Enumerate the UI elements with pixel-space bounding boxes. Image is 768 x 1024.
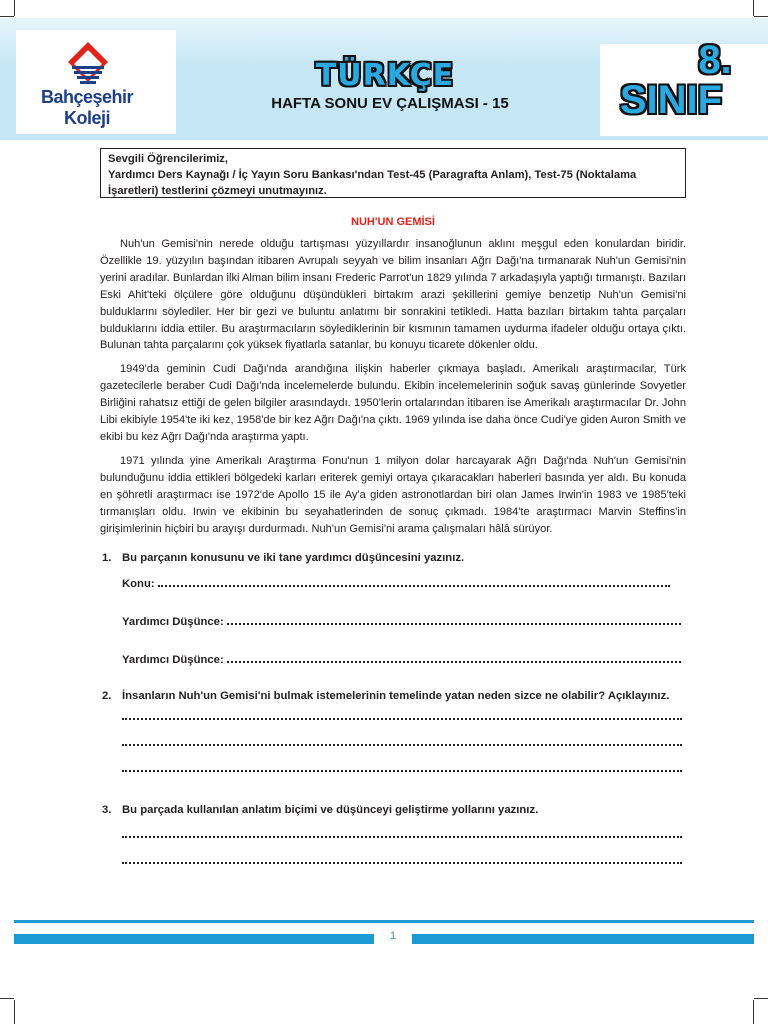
crop-mark-top-left xyxy=(14,0,15,16)
question-number: 3. xyxy=(102,804,112,816)
crop-mark-top-right xyxy=(753,0,754,16)
story-passage xyxy=(100,236,686,544)
story-title: NUH'UN GEMİSİ xyxy=(351,216,435,228)
logo-name-line2: Koleji xyxy=(63,108,110,128)
subject-title: TÜRKÇE xyxy=(315,58,455,93)
question-text: İnsanların Nuh'un Gemisi'ni bulmak istemelerinin temelinde yatan neden sizce ne olabilir? Açıklayınız. xyxy=(122,690,670,702)
question-number: 1. xyxy=(102,552,112,564)
answer-line[interactable] xyxy=(122,744,682,746)
notice-box xyxy=(100,148,686,198)
answer-line[interactable] xyxy=(122,718,682,720)
answer-line[interactable] xyxy=(122,770,682,772)
answer-line[interactable] xyxy=(122,836,682,838)
footer-bar-right xyxy=(412,934,754,944)
school-logo-icon xyxy=(60,40,116,86)
footer-bar-left xyxy=(14,934,374,944)
crop-mark-bottom-left xyxy=(14,1000,15,1024)
crop-mark-bottom-right xyxy=(753,1000,754,1024)
grade-label: SINIF xyxy=(619,78,723,122)
answer-dotted-line xyxy=(158,585,670,587)
story-paragraph: Nuh'un Gemisi'nin nerede olduğu tartışması yüzyıllardır insanoğlunun aklını meşgul eden konulardan biridir. Özellikle 19. yüzyılın başından itibaren Avrupalı seyyah ve bilim insanları Ağrı Dağı'na tırmanarak Nuh'un Gemisi'nin yerini aradılar. Bunlardan ilki Alman bilim insanı Frederic Parrot'un 1829 yılında 7 arkadaşıyla yaptığı tırmanıştı. Bazıları Eski Ahit'teki ölçülere göre olduğunu düşündükleri birtakım arazi şekillerini gemiye benzetip Nuh'un Gemisi'ni bulduklarını söylediler. Her bir gezi ve buluntu anlatımı bir sonrakini tetikledi. Hatta bazıları birtakım tahta parçaları bulduklarını iddia ettiler. Bu araştırmacıların söylediklerinin bir kısmının tamamen uydurma ifadeler olduğu ortaya çıktı. Bulunan tahta parçalarını çok yüksek fiyatlarla satanlar, bu konuyu ticarete dökenler oldu. xyxy=(100,238,686,352)
footer-rule xyxy=(14,920,754,923)
answer-field-supporting-idea-2[interactable] xyxy=(122,654,688,666)
notice-greeting: Sevgili Öğrencilerimiz, xyxy=(108,153,228,165)
answer-dotted-line xyxy=(227,623,681,625)
crop-mark-bottom-left-h xyxy=(0,998,14,999)
crop-mark-top-right-h xyxy=(754,16,768,17)
grade-number: 8. xyxy=(698,38,732,82)
field-label: Yardımcı Düşünce: xyxy=(122,654,224,666)
answer-line[interactable] xyxy=(122,862,682,864)
question-number: 2. xyxy=(102,690,112,702)
answer-field-supporting-idea-1[interactable] xyxy=(122,616,688,628)
notice-body: Yardımcı Ders Kaynağı / İç Yayın Soru Bankası'ndan Test-45 (Paragrafta Anlam), Test-75 (Noktalama İşaretleri) testlerini çözmeyi unutmayınız. xyxy=(108,169,637,197)
field-label: Yardımcı Düşünce: xyxy=(122,616,224,628)
question-text: Bu parçada kullanılan anlatım biçimi ve düşünceyi geliştirme yollarını yazınız. xyxy=(122,804,539,816)
field-label: Konu: xyxy=(122,578,155,590)
question-text: Bu parçanın konusunu ve iki tane yardımcı düşüncesini yazınız. xyxy=(122,552,465,564)
answer-dotted-line xyxy=(227,661,681,663)
crop-mark-top-left-h xyxy=(0,16,14,17)
page-number: 1 xyxy=(389,930,397,942)
story-paragraph: 1949'da geminin Cudi Dağı'nda arandığına ilişkin haberler çıkmaya başladı. Amerikalı araştırmacılar, Türk gazetecilerle beraber Cudi Dağı'nda incelemelerde bulundu. Ekibin incelemelerinin soğuk savaş günlerinde Sovyetler Birliğini rahatsız ettiği de gelen bilgiler arasındaydı. 1950'lerin ortalarından itibaren ise Amerikalı araştırmacılar Dr. John Libi ekibiyle 1954'te iki kez, 1958'de bir kez Ağrı Dağı'na çıktı. 1969 yılında ise daha önce Cudi'ye giden Auron Smith ve ekibi bu kez Ağrı Dağı'nda araştırma yaptı. xyxy=(100,363,686,443)
crop-mark-bottom-right-h xyxy=(754,998,768,999)
story-paragraph: 1971 yılında yine Amerikalı Araştırma Fonu'nun 1 milyon dolar harcayarak Ağrı Dağı'nda Nuh'un Gemisi'nin bulunduğunu iddia ettikleri bölgedeki karları eriterek gemiyi ortaya çıkaracakları haberleri basında yer aldı. Bu konuda en şöhretli araştırmacı ise 1972'de Apollo 15 ile Ay'a giden astronotlardan biri olan James Irwin'in 1983 ve 1985'teki tırmanışları oldu. Irwin ve ekibinin bu seyahatlerinden de sonuç çıkmadı. 1984'te araştırmacı Marvin Steffins'in girişimlerinin hiçbiri bu arayışı durdurmadı. Nuh'un Gemisi'ni arama çalışmaları hâlâ sürüyor. xyxy=(100,454,686,535)
logo-name-line1: Bahçeşehir xyxy=(40,87,134,107)
answer-field-topic[interactable] xyxy=(122,578,682,590)
worksheet-subtitle: HAFTA SONU EV ÇALIŞMASI - 15 xyxy=(271,95,509,112)
